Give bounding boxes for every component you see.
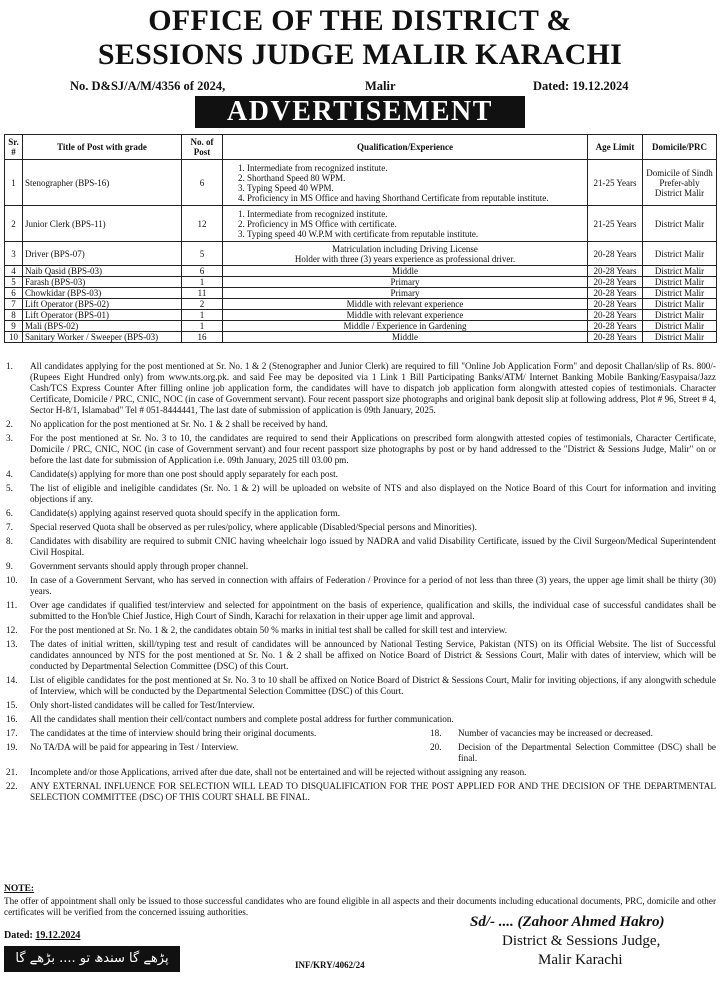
cell-sr: 3 <box>5 242 23 266</box>
inf-reference: INF/KRY/4062/24 <box>295 960 365 970</box>
instruction-item: 21. Incomplete and/or those Applications, arrived after due date, shall not be entertained and will be rejected without assigning any reason. <box>6 767 527 777</box>
cell-age: 20-28 Years <box>588 242 643 266</box>
qualification-item: 3. Typing speed 40 W.P.M with certificate from reputable institute. <box>247 229 585 239</box>
cell-age: 20-28 Years <box>588 310 643 321</box>
table-row <box>5 277 717 288</box>
cell-number: 1 <box>182 321 223 332</box>
note-text: The offer of appointment shall only be issued to those successful candidates who are found eligible in all aspects and their documents including educational documents, PRC, domicile and other certificates will be verified from the concerned issuing authorities. <box>4 896 716 917</box>
header-number: No. of Post <box>182 135 223 160</box>
cell-number: 6 <box>182 160 223 206</box>
table-row <box>5 321 717 332</box>
qualification-line: Holder with three (3) years experience as professional driver. <box>294 253 516 264</box>
cell-title: Chowkidar (BPS-03) <box>23 288 182 299</box>
cell-age: 20-28 Years <box>588 299 643 310</box>
sindh-slogan-banner: پڑھے گا سندھ تو .... بڑھے گا سندھ <box>4 946 180 972</box>
cell-domicile: District Malir <box>643 288 717 299</box>
instruction-item: 3. For the post mentioned at Sr. No. 3 to 10, the candidates are required to send their Applications on prescribed form alongwith attested copies of testimonials, Character Certificate, Domicile / PRC, CNIC, NOC (in case of Government servant) and four recent passport size photographs by post or by hand addressed to the "District & Sessions Judge, Malir" on or before the last date for submission of Application i.e. 09th January, 2025 till 03.00 pm. <box>6 433 716 465</box>
cell-domicile: Domicile of Sindh Prefer-ably District Malir <box>643 160 717 206</box>
cell-sr: 8 <box>5 310 23 321</box>
table-row <box>5 288 717 299</box>
cell-sr: 10 <box>5 332 23 343</box>
signatory-designation: District & Sessions Judge, <box>502 933 661 949</box>
footer-date-value: 19.12.2024 <box>35 930 81 941</box>
cell-domicile: District Malir <box>643 321 717 332</box>
advertisement-banner: ADVERTISEMENT <box>195 96 525 128</box>
table-row <box>5 310 717 321</box>
header-domicile: Domicile/PRC <box>643 135 717 160</box>
instruction-item: 10. In case of a Government Servant, who has served in connection with affairs of Federation / Province for a period of not less than three (3) years, the upper age limit shall be thirty (30) years. <box>6 575 716 596</box>
qualification-item: 2. Proficiency in MS Office with certificate. <box>247 219 585 229</box>
cell-qualification <box>223 160 588 206</box>
signature-block <box>470 912 715 970</box>
cell-age: 21-25 Years <box>588 160 643 206</box>
cell-domicile: District Malir <box>643 266 717 277</box>
table-row <box>5 332 717 343</box>
instruction-item: 12. For the post mentioned at Sr. No. 1 & 2, the candidates obtain 50 % marks in initial test shall be called for skill test and interview. <box>6 625 508 635</box>
cell-sr: 1 <box>5 160 23 206</box>
cell-qualification: Middle <box>223 332 588 343</box>
cell-title: Farash (BPS-03) <box>23 277 182 288</box>
cell-sr: 9 <box>5 321 23 332</box>
instruction-item: 9. Government servants should apply through proper channel. <box>6 561 249 571</box>
table-row <box>5 206 717 242</box>
header-qualification: Qualification/Experience <box>223 135 588 160</box>
office-title-line1: OFFICE OF THE DISTRICT & <box>148 4 572 37</box>
cell-age: 20-28 Years <box>588 321 643 332</box>
instruction-item: 5. The list of eligible and ineligible candidates (Sr. No. 1 & 2) will be uploaded on website of NTS and also displayed on the Notice Board of this Court for information and inviting objections if any. <box>6 483 716 504</box>
cell-number: 2 <box>182 299 223 310</box>
footer-date <box>4 930 80 941</box>
cell-qualification: Middle / Experience in Gardening <box>223 321 588 332</box>
cell-qualification: Middle with relevant experience <box>223 299 588 310</box>
table-row <box>5 299 717 310</box>
cell-title: Lift Operator (BPS-01) <box>23 310 182 321</box>
instruction-item: 4. Candidate(s) applying for more than one post should apply separately for each post. <box>6 469 338 479</box>
issue-date: Dated: 19.12.2024 <box>533 79 629 93</box>
cell-sr: 4 <box>5 266 23 277</box>
cell-title: Stenographer (BPS-16) <box>23 160 182 206</box>
cell-title: Lift Operator (BPS-02) <box>23 299 182 310</box>
posts-table <box>4 134 717 343</box>
qualification-item: 1. Intermediate from recognized institute. <box>247 209 585 219</box>
place: Malir <box>365 79 396 93</box>
cell-title: Driver (BPS-07) <box>23 242 182 266</box>
cell-age: 20-28 Years <box>588 332 643 343</box>
cell-age: 20-28 Years <box>588 288 643 299</box>
instruction-item: 2. No application for the post mentioned at Sr. No. 1 & 2 shall be received by hand. <box>6 419 328 429</box>
instruction-item: 6. Candidate(s) applying against reserved quota should specify in the application form. <box>6 508 340 518</box>
instructions-list <box>4 361 716 806</box>
cell-qualification: Middle <box>223 266 588 277</box>
header-title: Title of Post with grade <box>23 135 182 160</box>
cell-number: 16 <box>182 332 223 343</box>
cell-title: Junior Clerk (BPS-11) <box>23 206 182 242</box>
reference-number: No. D&SJ/A/M/4356 of 2024, <box>70 79 226 93</box>
cell-number: 5 <box>182 242 223 266</box>
cell-qualification <box>223 206 588 242</box>
instruction-item: 8. Candidates with disability are required to submit CNIC having wheelchair logo issued by NADRA and valid Disability Certificate, issued by the Civil Surgeon/Medical Superintendent Civil Hospital. <box>6 536 716 557</box>
cell-sr: 2 <box>5 206 23 242</box>
cell-domicile: District Malir <box>643 299 717 310</box>
table-row <box>5 242 717 266</box>
cell-title: Mali (BPS-02) <box>23 321 182 332</box>
qualification-item: 4. Proficiency in MS Office and having Shorthand Certificate from reputable institute. <box>247 193 585 203</box>
qualification-item: 3. Typing Speed 40 WPM. <box>247 183 585 193</box>
cell-age: 20-28 Years <box>588 266 643 277</box>
cell-age: 20-28 Years <box>588 277 643 288</box>
note-heading: NOTE: <box>4 884 35 894</box>
footer-date-label: Dated: <box>4 930 33 941</box>
qualification-item: 1. Intermediate from recognized institute. <box>247 163 585 173</box>
cell-number: 1 <box>182 310 223 321</box>
cell-domicile: District Malir <box>643 242 717 266</box>
signatory-name: Sd/- .... (Zahoor Ahmed Hakro) <box>470 914 665 930</box>
cell-title: Sanitary Worker / Sweeper (BPS-03) <box>23 332 182 343</box>
cell-qualification: Primary <box>223 277 588 288</box>
instruction-item-pair: 17. The candidates at the time of interview should bring their original documents. 18. Number of vacancies may be increased or decreased. <box>6 728 653 738</box>
table-row <box>5 160 717 206</box>
instruction-item: 7. Special reserved Quota shall be observed as per rules/policy, where applicable (Disabled/Special persons and Minorities). <box>6 522 477 532</box>
cell-title: Naib Qasid (BPS-03) <box>23 266 182 277</box>
cell-number: 12 <box>182 206 223 242</box>
qualification-line: Matriculation including Driving License <box>332 243 478 254</box>
instruction-item: 14. List of eligible candidates for the post mentioned at Sr. No. 3 to 10 shall be affixed on Notice Board of District & Sessions Court, Malir for inviting objections, if any alongwith schedule of Interview, which will be conducted by the Departmental Selection Committee (DSC) of this Court. <box>6 675 716 696</box>
office-title-line2: SESSIONS JUDGE MALIR KARACHI <box>97 38 623 71</box>
header-sr: Sr. # <box>5 135 23 160</box>
cell-sr: 5 <box>5 277 23 288</box>
cell-domicile: District Malir <box>643 310 717 321</box>
instruction-item: 22. ANY EXTERNAL INFLUENCE FOR SELECTION WILL LEAD TO DISQUALIFICATION FOR THE POST APPLIED FOR AND THE DECISION OF THE DEPARTMENTAL SELECTION COMMITTEE (DSC) OF THIS COURT SHALL BE FINAL. <box>6 781 716 802</box>
cell-domicile: District Malir <box>643 332 717 343</box>
cell-number: 11 <box>182 288 223 299</box>
cell-number: 1 <box>182 277 223 288</box>
cell-qualification <box>223 242 588 266</box>
instruction-item: 1. All candidates applying for the post mentioned at Sr. No. 1 & 2 (Stenographer and Junior Clerk) are required to fill "Online Job Application Form" and deposit Challan/slip of Rs. 800/- (Rupees Eight Hundred only) from www.nts.org.pk. and said Fee may be deposited via 1 Link 1 Bill Participating Banks/ATM/ Internet Banking Mobile Banking/Easypaisa/Jazz Cash/TCS Express Counter After filling online job application form, the candidates will have to dispatch job application form alongwith attested copies of testimonials. Character Certificate, Domicile / PRC, CNIC, NOC (in case of Government servant). Four recent passport size photographs and original bank deposit slip at following address, Plot # 96, Street # 4, Sector H-8/1, Islamabad" Tel # 051-8444441, The last date of submission of application is 09th January, 2025. <box>6 361 716 415</box>
qualification-item: 2. Shorthand Speed 80 WPM. <box>247 173 585 183</box>
signatory-location: Malir Karachi <box>538 952 623 968</box>
cell-qualification: Middle with relevant experience <box>223 310 588 321</box>
cell-sr: 7 <box>5 299 23 310</box>
cell-number: 6 <box>182 266 223 277</box>
instruction-item: 13. The dates of initial written, skill/typing test and result of candidates will be announced by National Testing Service, Pakistan (NTS) on its Official Website. The list of Successful candidates announced by NTS for the post mentioned at Sr. No. 1 & 2 shall be affixed on Notice Board of District & Sessions Court, Malir with dates of interview, which will be conducted by Departmental Selection Committee (DSC) of this Court. <box>6 639 716 671</box>
cell-domicile: District Malir <box>643 206 717 242</box>
table-row <box>5 266 717 277</box>
instruction-item: 15. Only short-listed candidates will be called for Test/Interview. <box>6 700 255 710</box>
instruction-item: 11. Over age candidates if qualified test/interview and selected for appointment on the basis of experience, qualification and skills, the individual case of successful candidates shall be submitted to the Hon'ble Chief Justice, High Court of Sindh, Karachi for relaxation in their upper age limit and approval. <box>6 600 716 621</box>
cell-sr: 6 <box>5 288 23 299</box>
cell-qualification: Primary <box>223 288 588 299</box>
header-age: Age Limit <box>588 135 643 160</box>
cell-domicile: District Malir <box>643 277 717 288</box>
instruction-item: 16. All the candidates shall mention their cell/contact numbers and complete postal address for further communication. <box>6 714 454 724</box>
table-header-row <box>5 135 717 160</box>
instruction-item-pair: 19. No TA/DA will be paid for appearing in Test / Interview. 20. Decision of the Departmental Selection Committee (DSC) shall be final. <box>6 742 716 763</box>
cell-age: 21-25 Years <box>588 206 643 242</box>
